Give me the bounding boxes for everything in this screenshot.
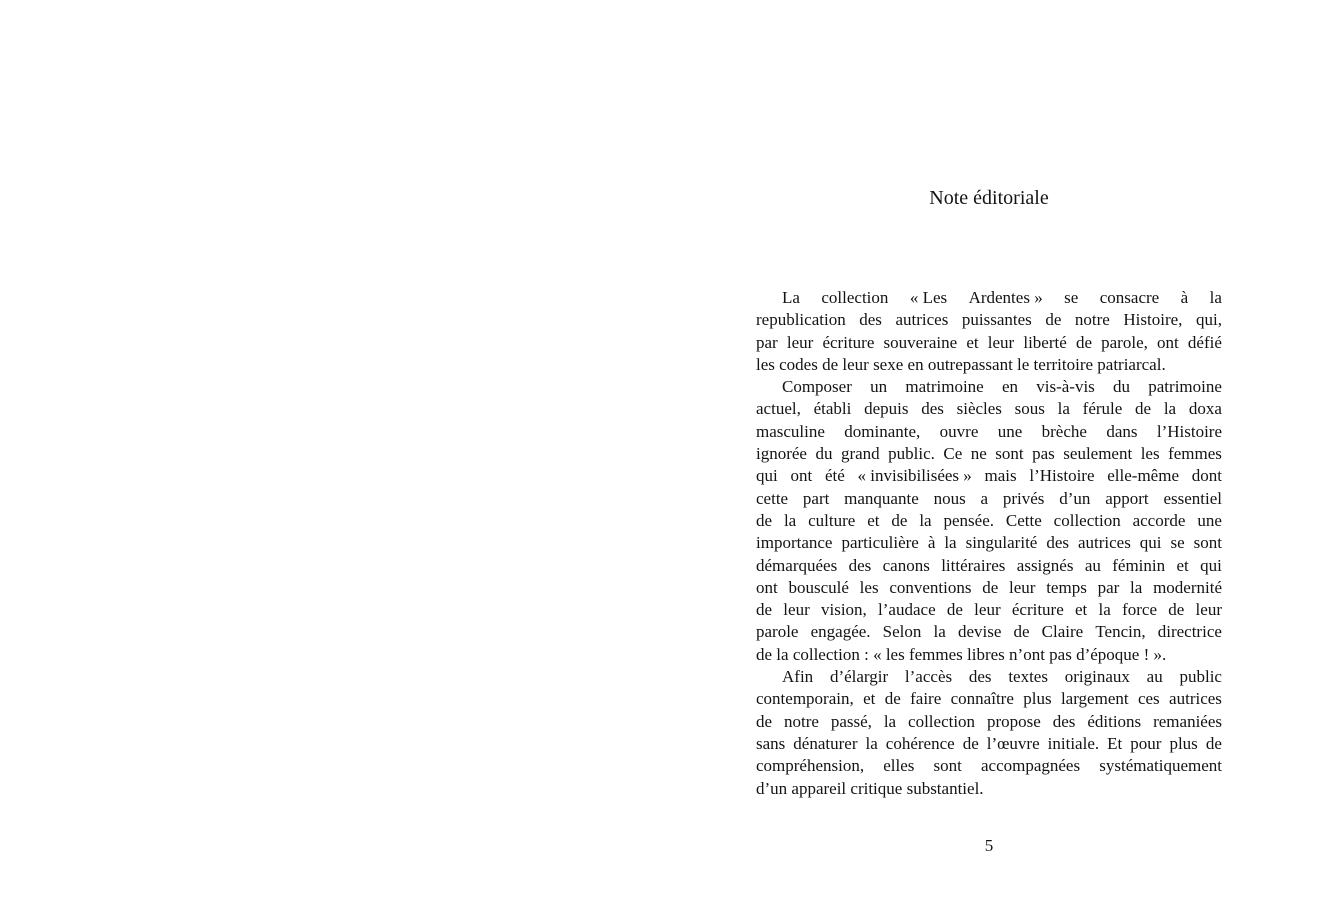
body-line: ignorée du grand public. Ce ne sont pas seulement les femmes [756,444,1222,464]
body-line: démarquées des canons littéraires assignés au féminin et qui [756,555,1222,575]
body-line: d’un appareil critique substantiel. [756,778,984,798]
body-line: republication des autrices puissantes de notre Histoire, qui, [756,310,1222,330]
body-line: Composer un matrimoine en vis-à-vis du patrimoine [782,377,1222,397]
body-line: les codes de leur sexe en outrepassant le territoire patriarcal. [756,354,1166,374]
body-line: ont bousculé les conventions de leur temps par la modernité [756,577,1222,597]
body-line: de leur vision, l’audace de leur écriture et la force de leur [756,600,1222,620]
body-line: actuel, établi depuis des siècles sous la férule de la doxa [756,399,1222,419]
body-line: compréhension, elles sont accompagnées systématiquement [756,756,1222,776]
body-line: Afin d’élargir l’accès des textes originaux au public [782,667,1222,687]
body-line: par leur écriture souveraine et leur liberté de parole, ont défié [756,332,1222,352]
body-line: qui ont été « invisibilisées » mais l’Histoire elle-même dont [756,466,1222,486]
body-line: de la collection : « les femmes libres n’ont pas d’époque ! ». [756,644,1167,664]
body-line: La collection « Les Ardentes » se consacre à la [782,288,1222,307]
body-line: contemporain, et de faire connaître plus largement ces autrices [756,689,1222,709]
page-title: Note éditoriale [929,187,1049,209]
body-line: parole engagée. Selon la devise de Claire Tencin, directrice [756,622,1222,642]
page-number: 5 [984,836,994,855]
body-line: masculine dominante, ouvre une brèche dans l’Histoire [756,421,1222,441]
body-line: cette part manquante nous a privés d’un apport essentiel [756,488,1222,508]
body-line: sans dénaturer la cohérence de l’œuvre initiale. Et pour plus de [756,733,1222,753]
page-body [756,287,1222,800]
body-line: importance particulière à la singularité des autrices qui se sont [756,533,1222,553]
body-line: de la culture et de la pensée. Cette collection accorde une [756,510,1222,530]
body-line: de notre passé, la collection propose des éditions remaniées [756,711,1222,731]
